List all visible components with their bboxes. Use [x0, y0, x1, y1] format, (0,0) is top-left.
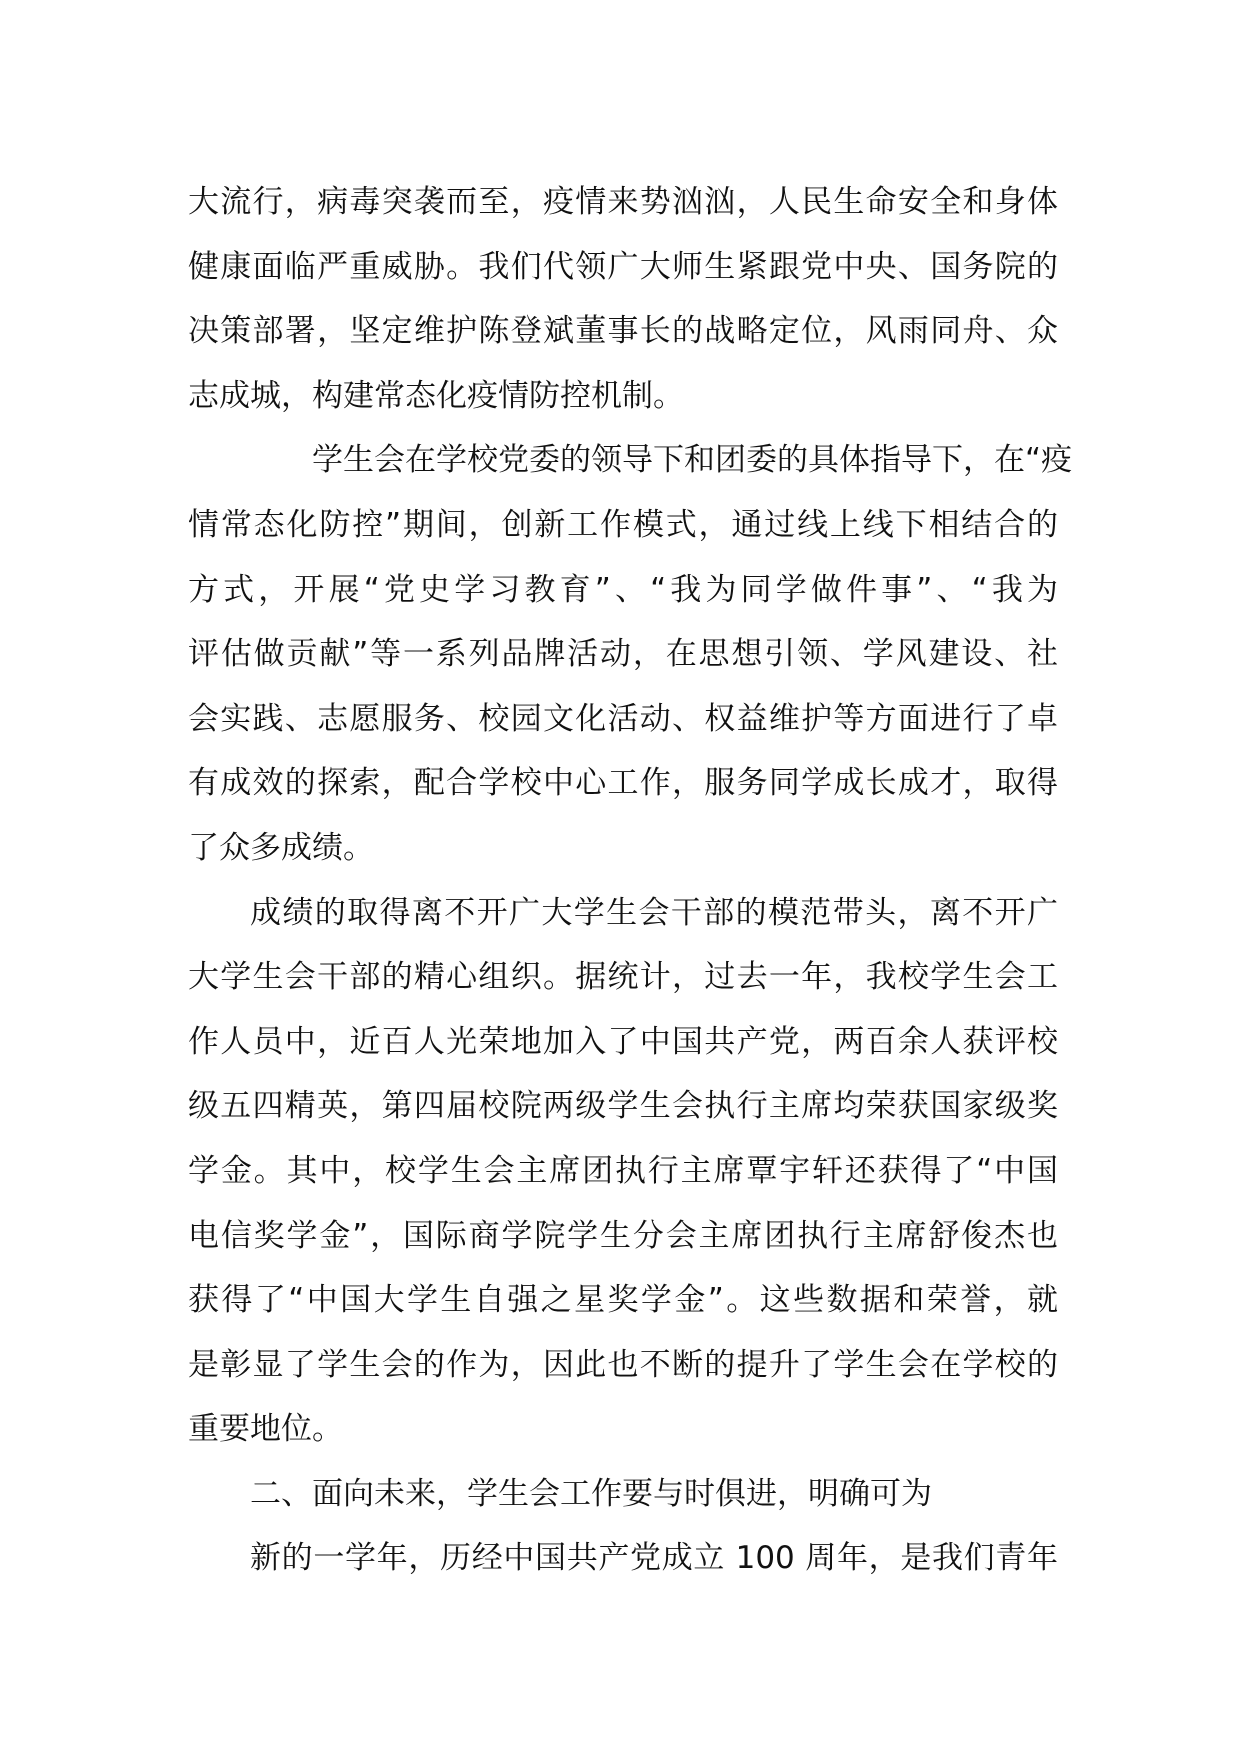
paragraph-line: 级五四精英，第四届校院两级学生会执行主席均荣获国家级奖 [188, 1088, 1058, 1125]
paragraph-line: 评估做贡献”等一系列品牌活动，在思想引领、学风建设、社 [188, 636, 1058, 673]
paragraph-3 [188, 881, 1058, 1462]
paragraph-line: 会实践、志愿服务、校园文化活动、权益维护等方面进行了卓 [188, 700, 1058, 737]
paragraph-line: 决策部署，坚定维护陈登斌董事长的战略定位，风雨同舟、众 [188, 313, 1058, 350]
paragraph-line: 大学生会干部的精心组织。据统计，过去一年，我校学生会工 [188, 959, 1058, 996]
paragraph-line: 成绩的取得离不开广大学生会干部的模范带头，离不开广 [250, 894, 1058, 931]
paragraph-line: 健康面临严重威胁。我们代领广大师生紧跟党中央、国务院的 [188, 248, 1058, 285]
paragraph-line: 重要地位。 [188, 1411, 343, 1448]
paragraph-line: 了众多成绩。 [188, 829, 374, 866]
paragraph-line: 作人员中，近百人光荣地加入了中国共产党，两百余人获评校 [188, 1023, 1058, 1060]
paragraph-line: 学生会在学校党委的领导下和团委的具体指导下，在“疫 [312, 442, 1073, 479]
paragraph-line: 电信奖学金”，国际商学院学生分会主席团执行主席舒俊杰也 [188, 1217, 1058, 1254]
paragraph-line: 新的一学年，历经中国共产党成立 100 周年，是我们青年 [250, 1540, 1058, 1577]
paragraph-line: 情常态化防控”期间，创新工作模式，通过线上线下相结合的 [188, 506, 1058, 543]
paragraph-4 [188, 1526, 1058, 1591]
paragraph-2 [188, 428, 1073, 880]
section-heading: 二、面向未来，学生会工作要与时俱进，明确可为 [250, 1475, 932, 1512]
document-body [188, 170, 1073, 1591]
paragraph-line: 大流行，病毒突袭而至，疫情来势汹汹，人民生命安全和身体 [188, 184, 1058, 220]
paragraph-line: 获得了“中国大学生自强之星奖学金”。这些数据和荣誉，就 [188, 1282, 1058, 1319]
paragraph-line: 是彰显了学生会的作为，因此也不断的提升了学生会在学校的 [188, 1346, 1058, 1383]
paragraph-line: 方式，开展“党史学习教育”、“我为同学做件事”、“我为 [188, 571, 1058, 608]
paragraph-line: 有成效的探索，配合学校中心工作，服务同学成长成才，取得 [188, 765, 1058, 802]
paragraph-line: 志成城，构建常态化疫情防控机制。 [188, 377, 684, 414]
paragraph-1 [188, 170, 1058, 428]
paragraph-line: 学金。其中，校学生会主席团执行主席覃宇轩还获得了“中国 [188, 1152, 1058, 1189]
